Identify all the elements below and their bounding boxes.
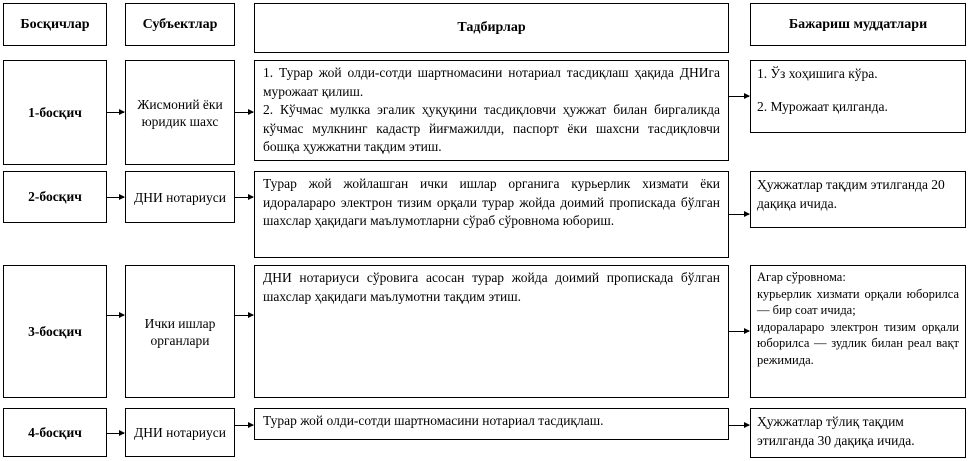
- deadline-item: идоралараро электрон тизим орқали юборилса — зудлик билан реал вақт режимида.: [757, 319, 959, 367]
- deadline-cell: [750, 60, 966, 133]
- header-actions: Тадбирлар: [254, 3, 729, 53]
- actions-cell: [254, 408, 729, 440]
- deadline-item: курьерлик хизмати орқали юборилса — бир соат ичида;: [757, 286, 959, 317]
- stage-label: 2-босқич: [3, 171, 107, 223]
- subject-cell: Ички ишлар органлари: [125, 265, 235, 398]
- connector-arrow: [235, 425, 253, 426]
- stage-label: 3-босқич: [3, 265, 107, 398]
- deadline-item: 2. Мурожаат қилганда.: [757, 98, 888, 114]
- actions-cell: [254, 60, 729, 161]
- deadline-cell: [750, 265, 966, 398]
- connector-arrow: [107, 433, 124, 434]
- subject-cell: Жисмоний ёки юридик шахс: [125, 60, 235, 165]
- deadline-item: Агар сўровнома:: [757, 270, 846, 284]
- connector-arrow: [235, 315, 253, 316]
- connector-arrow: [107, 112, 124, 113]
- connector-arrow: [729, 331, 749, 332]
- stage-label: 4-босқич: [3, 408, 107, 457]
- actions-cell: [254, 265, 729, 398]
- deadline-cell: [750, 408, 966, 458]
- action-item: 1. Турар жой олди-сотди шартномасини нотариал тасдиқлаш ҳақида ДНИга мурожаат қилиш.: [263, 65, 720, 99]
- action-item: Турар жой олди-сотди шартномасини нотариал тасдиқлаш.: [263, 413, 604, 428]
- subject-cell: ДНИ нотариуси: [125, 408, 235, 457]
- deadline-cell: [750, 171, 966, 228]
- header-subjects: Субъектлар: [125, 3, 235, 46]
- connector-arrow: [235, 197, 253, 198]
- actions-cell: [254, 171, 729, 258]
- action-item: ДНИ нотариуси сўровига асосан турар жойда доимий пропискада бўлган шахслар ҳақидаги маълумотни тақдим этиш.: [263, 270, 720, 304]
- connector-arrow: [729, 425, 749, 426]
- connector-arrow: [235, 112, 253, 113]
- deadline-item: Ҳужжатлар тақдим этилганда 20 дақиқа ичида.: [757, 177, 945, 211]
- action-item: Турар жой жойлашган ички ишлар органига курьерлик хизмати ёки идоралараро электрон тизим орқали турар жойда доимий пропискада бўлган шахслар ҳақидаги маълумотларни сўраб сўровнома юбориш.: [263, 176, 720, 228]
- deadline-item: Ҳужжатлар тўлиқ тақдим этилганда 30 дақиқа ичида.: [757, 414, 915, 448]
- deadline-item: 1. Ўз хоҳишига кўра.: [757, 66, 878, 81]
- connector-arrow: [107, 197, 124, 198]
- header-stages: Босқичлар: [3, 3, 107, 46]
- connector-arrow: [107, 315, 124, 316]
- connector-arrow: [729, 214, 749, 215]
- connector-arrow: [729, 96, 749, 97]
- stage-label: 1-босқич: [3, 60, 107, 165]
- header-deadlines: Бажариш муддатлари: [750, 3, 966, 46]
- action-item: 2. Кўчмас мулкка эгалик ҳуқуқини тасдиқловчи ҳужжат билан биргаликда кўчмас мулкнинг кадастр йиғмажилди, паспорт ёки шахсни тасдиқловчи бошқа ҳужжатни тақдим этиш.: [263, 102, 720, 154]
- subject-cell: ДНИ нотариуси: [125, 171, 235, 223]
